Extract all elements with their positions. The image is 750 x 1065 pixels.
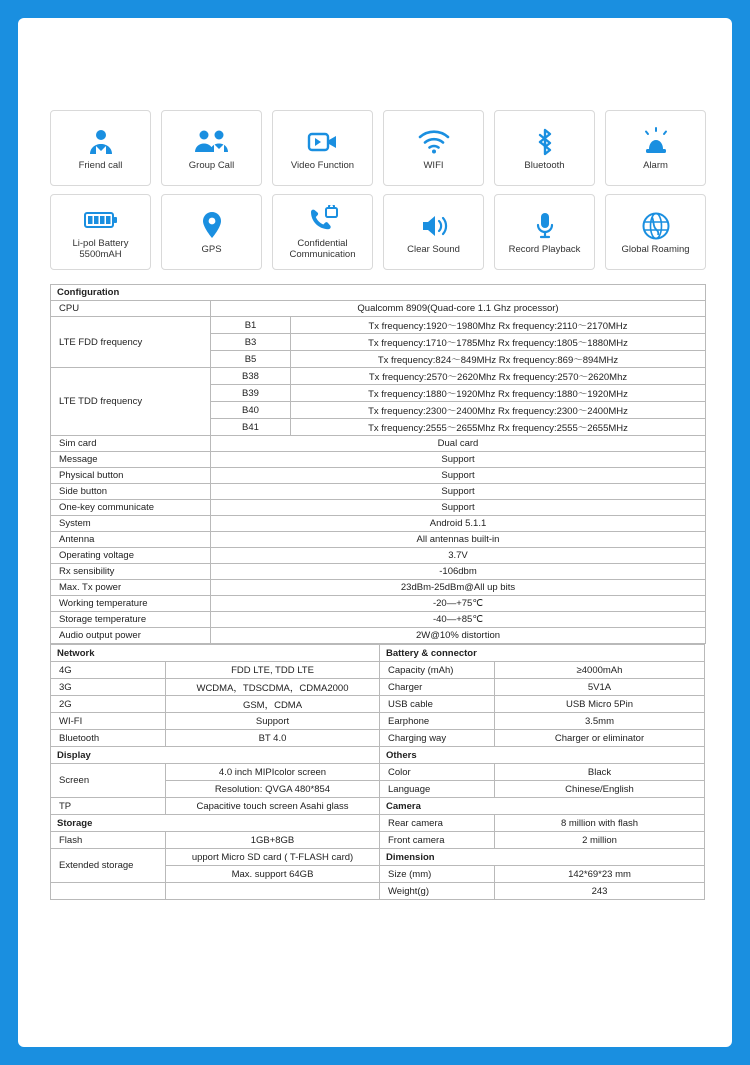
row-label: Charging way: [380, 730, 495, 747]
row-label: [51, 883, 166, 900]
band-cell: B3: [211, 334, 291, 351]
band-cell: B40: [211, 402, 291, 419]
display-title: Display: [51, 747, 380, 764]
row-label: Capacity (mAh): [380, 662, 495, 679]
table-row: [380, 662, 705, 679]
table-row: [51, 815, 380, 832]
table-row: [51, 452, 706, 468]
row-label: Side button: [51, 484, 211, 500]
row-value: GSM，CDMA: [166, 696, 380, 713]
feature-label: GPS: [201, 243, 222, 255]
feature-bluetooth[interactable]: [494, 110, 595, 186]
globe-icon: [641, 209, 671, 243]
table-row: [51, 679, 380, 696]
row-label: Language: [380, 781, 495, 798]
row-label: Sim card: [51, 436, 211, 452]
row-label: Charger: [380, 679, 495, 696]
band-cell: B1: [211, 317, 291, 334]
feature-gps[interactable]: [161, 194, 262, 270]
row-value: Support: [211, 500, 706, 516]
row-value: Support: [211, 452, 706, 468]
row-value: [166, 883, 380, 900]
row-label: One-key communicate: [51, 500, 211, 516]
row-value: USB Micro 5Pin: [495, 696, 705, 713]
row-label: 3G: [51, 679, 166, 696]
row-label: Weight(g): [380, 883, 495, 900]
table-row: [380, 696, 705, 713]
row-value: 2 million: [495, 832, 705, 849]
table-row: [380, 679, 705, 696]
document-content: [50, 110, 706, 900]
table-row: [51, 301, 706, 317]
feature-alarm[interactable]: [605, 110, 706, 186]
feature-group-call[interactable]: [161, 110, 262, 186]
feature-label: Bluetooth: [524, 159, 565, 171]
table-row: [51, 645, 380, 662]
tp-value: Capacitive touch screen Asahi glass: [166, 798, 380, 815]
table-row: [380, 866, 705, 883]
row-label: Max. Tx power: [51, 580, 211, 596]
feature-label: WIFI: [423, 159, 444, 171]
row-label: Physical button: [51, 468, 211, 484]
table-row: [380, 730, 705, 747]
battery-icon: [83, 203, 119, 237]
row-label: Size (mm): [380, 866, 495, 883]
table-row: [380, 815, 705, 832]
table-row: [380, 849, 705, 866]
table-row: [51, 564, 706, 580]
table-row: [51, 516, 706, 532]
row-value: 3.5mm: [495, 713, 705, 730]
video-camera-icon: [306, 125, 340, 159]
feature-record-playback[interactable]: [494, 194, 595, 270]
feature-label: Record Playback: [508, 243, 581, 255]
lte-fdd-label: LTE FDD frequency: [51, 317, 211, 368]
row-value: ≥4000mAh: [495, 662, 705, 679]
row-label: Message: [51, 452, 211, 468]
band-cell: B38: [211, 368, 291, 385]
row-value: Support: [211, 468, 706, 484]
right-column: [379, 644, 705, 900]
table-row: [51, 798, 380, 815]
table-row: [51, 580, 706, 596]
feature-label: Li-pol Battery 5500mAH: [72, 238, 129, 260]
table-row: [380, 645, 705, 662]
cpu-label: CPU: [51, 301, 211, 317]
table-row: [51, 368, 706, 385]
band-cell: B41: [211, 419, 291, 436]
row-value: Android 5.1.1: [211, 516, 706, 532]
left-column: [50, 644, 380, 900]
screen-label: Screen: [51, 764, 166, 798]
row-label: Audio output power: [51, 628, 211, 644]
feature-clear-sound[interactable]: [383, 194, 484, 270]
feature-confidential-communication[interactable]: [272, 194, 373, 270]
freq-cell: Tx frequency:1920～1980Mhz Rx frequency:2110～2170MHz: [291, 317, 706, 334]
row-value: Support: [211, 484, 706, 500]
table-row: [51, 596, 706, 612]
feature-video-function[interactable]: [272, 110, 373, 186]
row-label: Operating voltage: [51, 548, 211, 564]
secure-phone-icon: [306, 203, 340, 237]
table-row: [51, 436, 706, 452]
speaker-icon: [418, 209, 450, 243]
alarm-siren-icon: [640, 125, 672, 159]
feature-label: Group Call: [188, 159, 235, 171]
table-row: [51, 730, 380, 747]
configuration-table: [50, 284, 706, 644]
row-label: Bluetooth: [51, 730, 166, 747]
row-value: 8 million with flash: [495, 815, 705, 832]
row-value: -40—+85℃: [211, 612, 706, 628]
freq-cell: Tx frequency:2570～2620Mhz Rx frequency:2570～2620Mhz: [291, 368, 706, 385]
table-row: [380, 747, 705, 764]
gps-pin-icon: [200, 209, 224, 243]
row-label: Earphone: [380, 713, 495, 730]
lte-tdd-label: LTE TDD frequency: [51, 368, 211, 436]
row-label: Extended storage: [51, 849, 166, 883]
table-row: [51, 832, 380, 849]
freq-cell: Tx frequency:1880～1920Mhz Rx frequency:1880～1920MHz: [291, 385, 706, 402]
table-row: [380, 713, 705, 730]
band-cell: B5: [211, 351, 291, 368]
feature-friend-call[interactable]: [50, 110, 151, 186]
screen-value-2: Resolution: QVGA 480*854: [166, 781, 380, 798]
row-value: -20—+75℃: [211, 596, 706, 612]
tp-label: TP: [51, 798, 166, 815]
row-label: Antenna: [51, 532, 211, 548]
dimension-title: Dimension: [380, 849, 705, 866]
row-value: -106dbm: [211, 564, 706, 580]
table-row: [51, 713, 380, 730]
spec-columns: [50, 644, 706, 900]
feature-label: Clear Sound: [407, 243, 460, 255]
row-value: All antennas built-in: [211, 532, 706, 548]
freq-cell: Tx frequency:824～849MHz Rx frequency:869～894MHz: [291, 351, 706, 368]
row-value: Max. support 64GB: [166, 866, 380, 883]
table-row: [380, 883, 705, 900]
feature-label: Friend call: [78, 159, 123, 171]
network-title: Network: [51, 645, 380, 662]
bluetooth-icon: [532, 125, 558, 159]
row-value: 1GB+8GB: [166, 832, 380, 849]
table-row: [51, 662, 380, 679]
feature-label: Video Function: [290, 159, 355, 171]
row-label: Working temperature: [51, 596, 211, 612]
row-label: Rx sensibility: [51, 564, 211, 580]
feature-label: Alarm: [643, 159, 668, 171]
table-row: [51, 696, 380, 713]
table-row: [51, 628, 706, 644]
row-label: Color: [380, 764, 495, 781]
table-row: [380, 764, 705, 781]
row-value: 5V1A: [495, 679, 705, 696]
table-row: [51, 484, 706, 500]
row-value: 243: [495, 883, 705, 900]
network-display-storage-table: [50, 644, 380, 900]
row-label: Front camera: [380, 832, 495, 849]
table-row: [51, 317, 706, 334]
row-value: 142*69*23 mm: [495, 866, 705, 883]
row-label: USB cable: [380, 696, 495, 713]
table-row: [51, 747, 380, 764]
feature-wifi[interactable]: [383, 110, 484, 186]
row-label: Storage temperature: [51, 612, 211, 628]
freq-cell: Tx frequency:1710～1785Mhz Rx frequency:1805～1880MHz: [291, 334, 706, 351]
table-row: [51, 468, 706, 484]
table-row: [380, 832, 705, 849]
row-label: WI-FI: [51, 713, 166, 730]
group-call-icon: [194, 125, 230, 159]
row-label: Flash: [51, 832, 166, 849]
row-value: Dual card: [211, 436, 706, 452]
battery-title: Battery & connector: [380, 645, 705, 662]
row-value: Charger or eliminator: [495, 730, 705, 747]
row-value: BT 4.0: [166, 730, 380, 747]
row-value: Chinese/English: [495, 781, 705, 798]
microphone-icon: [533, 209, 557, 243]
screen-value-1: 4.0 inch MIPIcolor screen: [166, 764, 380, 781]
table-row: [51, 500, 706, 516]
battery-others-camera-dimension-table: [379, 644, 705, 900]
table-row: [51, 849, 380, 866]
table-row: [51, 612, 706, 628]
freq-cell: Tx frequency:2555～2655Mhz Rx frequency:2555～2655MHz: [291, 419, 706, 436]
row-label: 2G: [51, 696, 166, 713]
table-row: [51, 548, 706, 564]
table-row: [51, 285, 706, 301]
camera-title: Camera: [380, 798, 705, 815]
row-value: 23dBm-25dBm@All up bits: [211, 580, 706, 596]
wifi-icon: [417, 125, 451, 159]
others-title: Others: [380, 747, 705, 764]
row-value: Black: [495, 764, 705, 781]
configuration-title: Configuration: [51, 285, 706, 301]
row-label: 4G: [51, 662, 166, 679]
band-cell: B39: [211, 385, 291, 402]
feature-grid: [50, 110, 706, 270]
table-row: [380, 798, 705, 815]
row-value: FDD LTE, TDD LTE: [166, 662, 380, 679]
row-label: System: [51, 516, 211, 532]
row-value: upport Micro SD card ( T-FLASH card): [166, 849, 380, 866]
row-label: Rear camera: [380, 815, 495, 832]
document-page: [18, 18, 732, 1047]
row-value: WCDMA，TDSCDMA，CDMA2000: [166, 679, 380, 696]
table-row: [51, 883, 380, 900]
feature-battery[interactable]: [50, 194, 151, 270]
storage-title: Storage: [51, 815, 380, 832]
feature-global-roaming[interactable]: [605, 194, 706, 270]
freq-cell: Tx frequency:2300～2400Mhz Rx frequency:2300～2400MHz: [291, 402, 706, 419]
feature-label: Confidential Communication: [289, 238, 356, 260]
person-call-icon: [85, 125, 117, 159]
row-value: 3.7V: [211, 548, 706, 564]
cpu-value: Qualcomm 8909(Quad-core 1.1 Ghz processor): [211, 301, 706, 317]
table-row: [380, 781, 705, 798]
row-value: Support: [166, 713, 380, 730]
table-row: [51, 532, 706, 548]
feature-label: Global Roaming: [621, 243, 690, 255]
row-value: 2W@10% distortion: [211, 628, 706, 644]
table-row: [51, 764, 380, 781]
